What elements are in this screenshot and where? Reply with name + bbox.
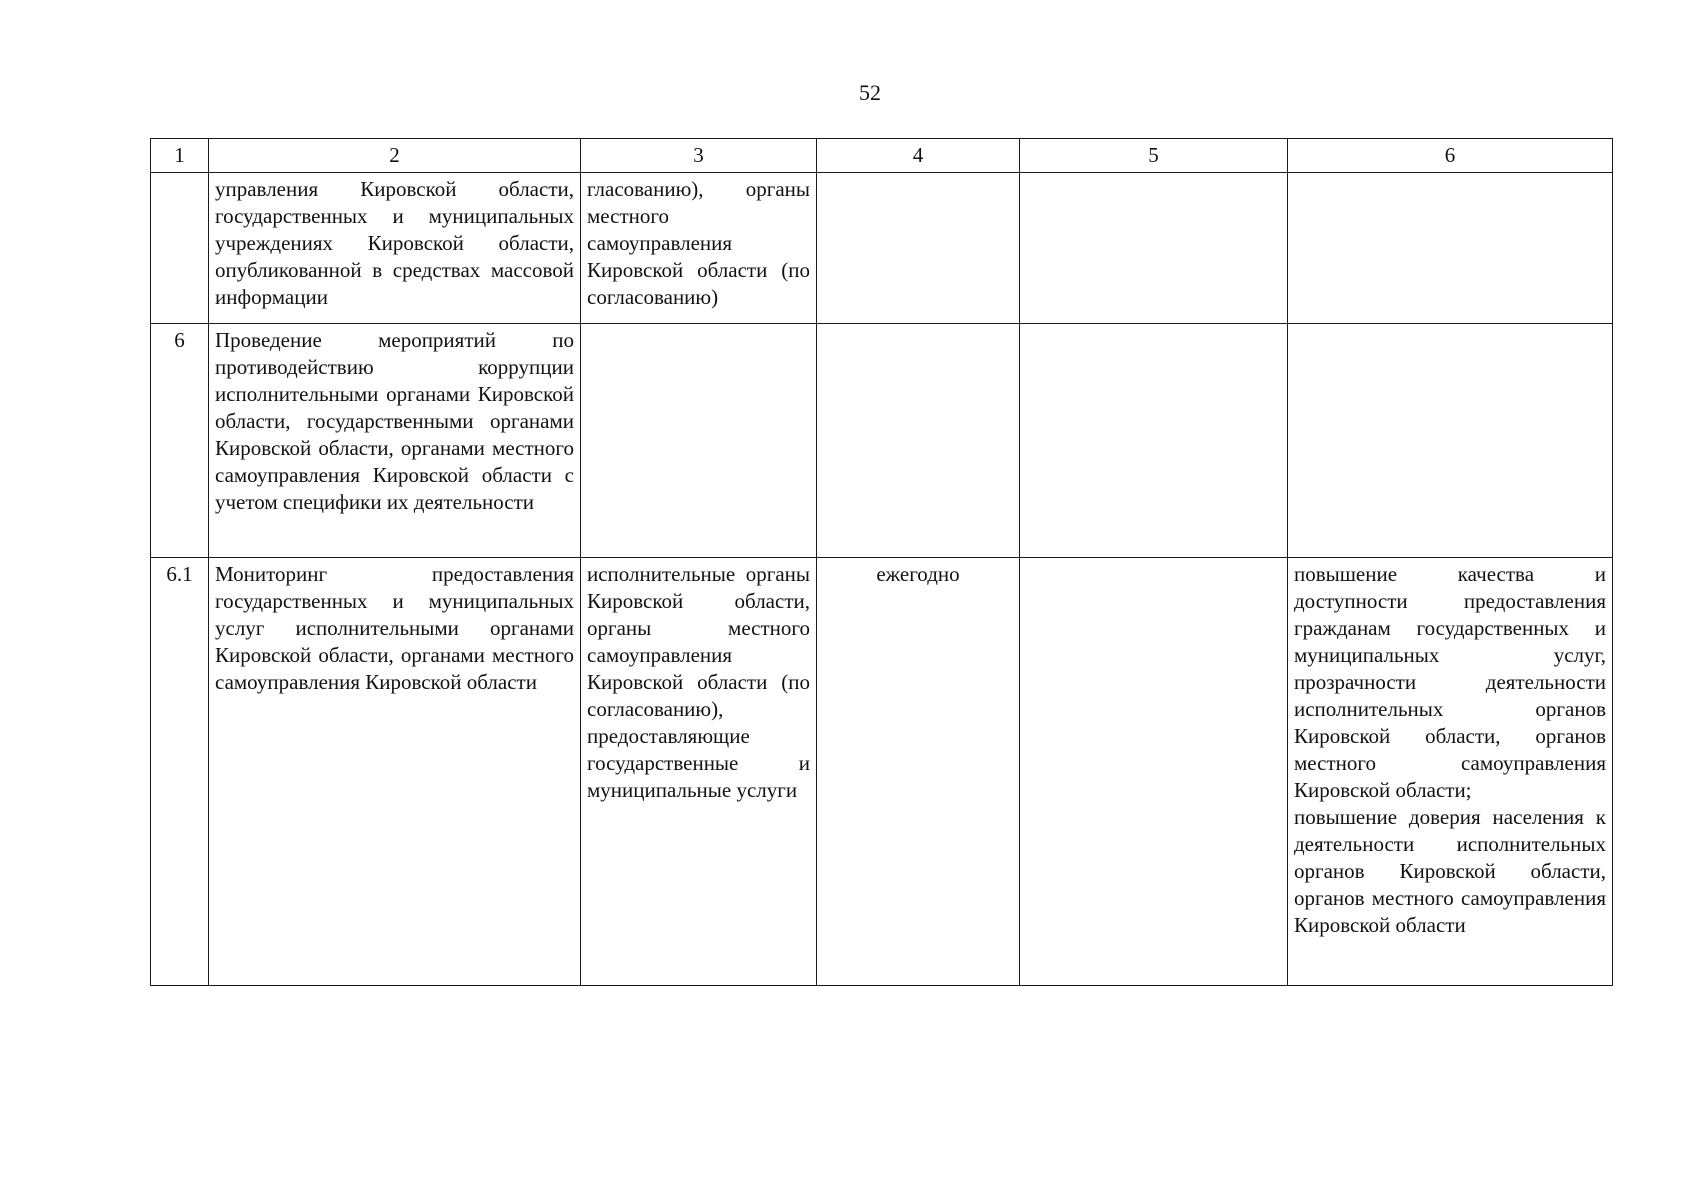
financing-cell bbox=[1020, 173, 1288, 324]
table-row bbox=[151, 558, 1613, 986]
financing-cell bbox=[1020, 558, 1288, 986]
column-header: 6 bbox=[1288, 139, 1613, 173]
column-header: 5 bbox=[1020, 139, 1288, 173]
result-cell bbox=[1288, 324, 1613, 558]
row-number: 6.1 bbox=[151, 558, 209, 986]
result-cell bbox=[1288, 173, 1613, 324]
measure-cell: Мониторинг предоставления государственных и муниципальных услуг исполнительными органами Кировской области, органами местного самоуправления Кировской области bbox=[209, 558, 581, 986]
measure-cell: управления Кировской области, государственных и муниципальных учреждениях Кировской области, опубликованной в средствах массовой информации bbox=[209, 173, 581, 324]
executors-cell bbox=[581, 324, 817, 558]
column-header: 2 bbox=[209, 139, 581, 173]
financing-cell bbox=[1020, 324, 1288, 558]
table-row bbox=[151, 173, 1613, 324]
term-cell: ежегодно bbox=[817, 558, 1020, 986]
column-header: 4 bbox=[817, 139, 1020, 173]
row-number bbox=[151, 173, 209, 324]
result-paragraph: повышение доверия населения к деятельности исполнительных органов Кировской области, органов местного самоуправления Кировской области bbox=[1294, 805, 1606, 937]
term-cell bbox=[817, 324, 1020, 558]
result-cell bbox=[1288, 558, 1613, 986]
row-number: 6 bbox=[151, 324, 209, 558]
column-header: 1 bbox=[151, 139, 209, 173]
executors-cell: гласованию), органы местного самоуправления Кировской области (по согласованию) bbox=[581, 173, 817, 324]
measure-cell: Проведение мероприятий по противодействию коррупции исполнительными органами Кировской области, государственными органами Кировской области, органами местного самоуправления Кировской области с учетом специфики их деятельности bbox=[209, 324, 581, 558]
result-paragraph: повышение качества и доступности предоставления гражданам государственных и муниципальных услуг, прозрачности деятельности исполнительных органов Кировской области, органов местного самоуправления Кировской области; bbox=[1294, 562, 1606, 802]
executors-cell: исполнительные органы Кировской области, органы местного самоуправления Кировской области (по согласованию), предоставляющие государственные и муниципальные услуги bbox=[581, 558, 817, 986]
page-number: 52 bbox=[859, 80, 881, 105]
table-header-row bbox=[151, 139, 1613, 173]
table-row bbox=[151, 324, 1613, 558]
column-header: 3 bbox=[581, 139, 817, 173]
measures-table bbox=[150, 138, 1613, 986]
term-cell bbox=[817, 173, 1020, 324]
